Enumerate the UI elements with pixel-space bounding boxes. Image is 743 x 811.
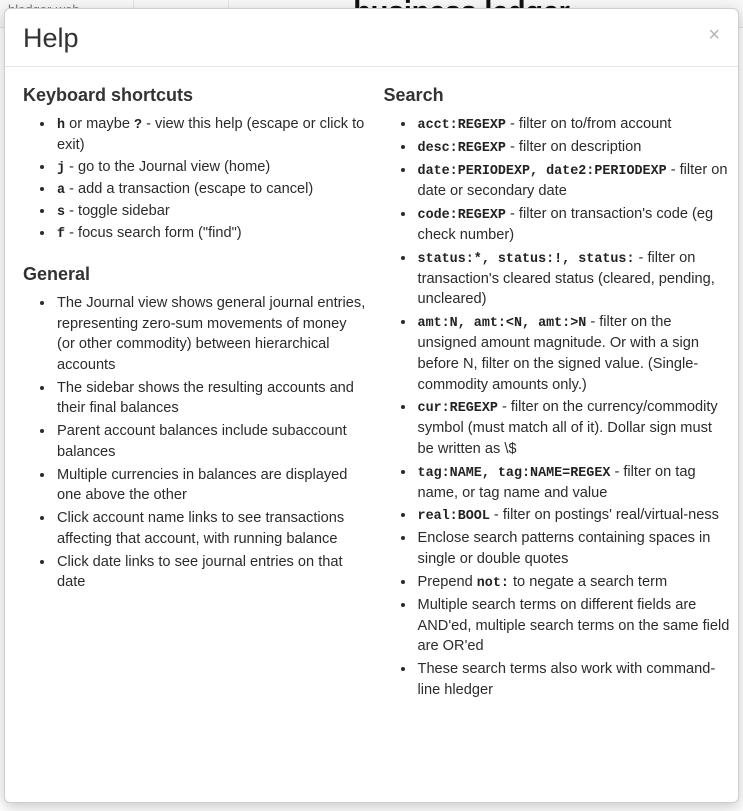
section-heading-keyboard-shortcuts: Keyboard shortcuts (23, 85, 194, 105)
search-desc: - filter on the unsigned amount magnitude. Or with a sign before N, filter on the signed value. (Single-commodity amounts only.) (417, 314, 700, 393)
shortcut-key-s: s (57, 204, 66, 220)
list-item: • Click account name links to see transactions affecting that account, with running balance (55, 508, 366, 549)
list-item (55, 114, 366, 156)
shortcut-desc: - add a transaction (escape to cancel) (65, 180, 314, 197)
list-item: • These search terms also work with command-line hledger (416, 659, 730, 700)
search-note-prefix: Prepend (417, 573, 477, 590)
shortcut-desc: - focus search form ("find") (65, 224, 242, 241)
search-query-tag: tag:NAME, tag:NAME=REGEX (417, 465, 611, 481)
search-desc: - filter on tag name, or tag name and value (417, 463, 696, 501)
list-item: • Parent account balances include subaccount balances (55, 421, 366, 462)
search-list (384, 114, 730, 701)
shortcut-connector: or maybe (65, 116, 134, 132)
search-note-suffix: to negate a search term (508, 573, 668, 590)
search-desc: - filter on transaction's code (eg check number) (417, 205, 714, 243)
list-item (416, 137, 730, 158)
search-query-acct: acct:REGEXP (417, 118, 506, 133)
list-item (416, 397, 730, 459)
list-item (416, 114, 730, 135)
list-item (55, 201, 366, 222)
list-item (416, 462, 730, 504)
search-desc: - filter on transaction's cleared status (cleared, pending, uncleared) (417, 249, 715, 308)
help-modal-body (5, 67, 738, 703)
list-item: • Multiple search terms on different fields are AND'ed, multiple search terms on the same field are OR'ed (416, 595, 730, 657)
search-query-code: code:REGEXP (417, 207, 506, 223)
shortcut-key-h: h (57, 118, 66, 133)
search-query-cur: cur:REGEXP (417, 401, 498, 417)
list-item: • Multiple currencies in balances are displayed one above the other (55, 465, 366, 506)
shortcut-key-f: f (57, 226, 66, 242)
list-item: • The sidebar shows the resulting accounts and their final balances (55, 378, 366, 419)
list-item (416, 572, 730, 593)
list-item (416, 160, 730, 202)
page-title: Help (23, 23, 79, 53)
list-item (416, 248, 730, 310)
list-item: • Enclose search patterns containing spaces in single or double quotes (416, 528, 730, 569)
keyboard-shortcuts-list (23, 114, 366, 244)
list-item (55, 223, 366, 244)
search-query-desc: desc:REGEXP (417, 141, 506, 157)
search-query-not: not: (476, 575, 509, 591)
search-desc: - filter on date or secondary date (417, 162, 728, 200)
search-query-amt: amt:N, amt:<N, amt:>N (417, 316, 587, 332)
help-modal-header (5, 9, 738, 67)
list-item: • The Journal view shows general journal entries, representing zero-sum movements of money (or other commodity) between hierarchical accounts (55, 293, 366, 376)
shortcut-key-a: a (57, 182, 66, 198)
shortcut-key-j: j (57, 160, 66, 176)
help-column-left (13, 83, 372, 703)
help-column-right (372, 83, 730, 703)
close-icon[interactable]: × (704, 23, 724, 47)
search-desc: - filter on to/from account (505, 116, 672, 132)
search-query-status: status:*, status:!, status: (417, 251, 635, 267)
shortcut-key-question: ? (134, 118, 143, 133)
search-query-real: real:BOOL (417, 509, 490, 525)
help-modal (4, 8, 739, 803)
list-item: • Click date links to see journal entries on that date (55, 552, 366, 593)
search-desc: - filter on the currency/commodity symbol (must match all of it). Dollar sign must be written as \$ (417, 399, 718, 457)
search-desc: - filter on postings' real/virtual-ness (489, 507, 719, 524)
section-heading-search: Search (383, 85, 444, 105)
shortcut-desc: - toggle sidebar (65, 202, 170, 219)
list-item (55, 179, 366, 200)
search-desc: - filter on description (505, 139, 642, 156)
list-item (416, 505, 730, 526)
list-item (416, 312, 730, 395)
shortcut-desc: - view this help (escape or click to exit) (57, 116, 365, 154)
section-heading-general: General (23, 263, 91, 284)
shortcut-desc: - go to the Journal view (home) (65, 158, 271, 175)
list-item (55, 157, 366, 178)
search-query-date: date:PERIODEXP, date2:PERIODEXP (417, 164, 667, 180)
list-item (416, 204, 730, 246)
general-list (23, 293, 366, 593)
